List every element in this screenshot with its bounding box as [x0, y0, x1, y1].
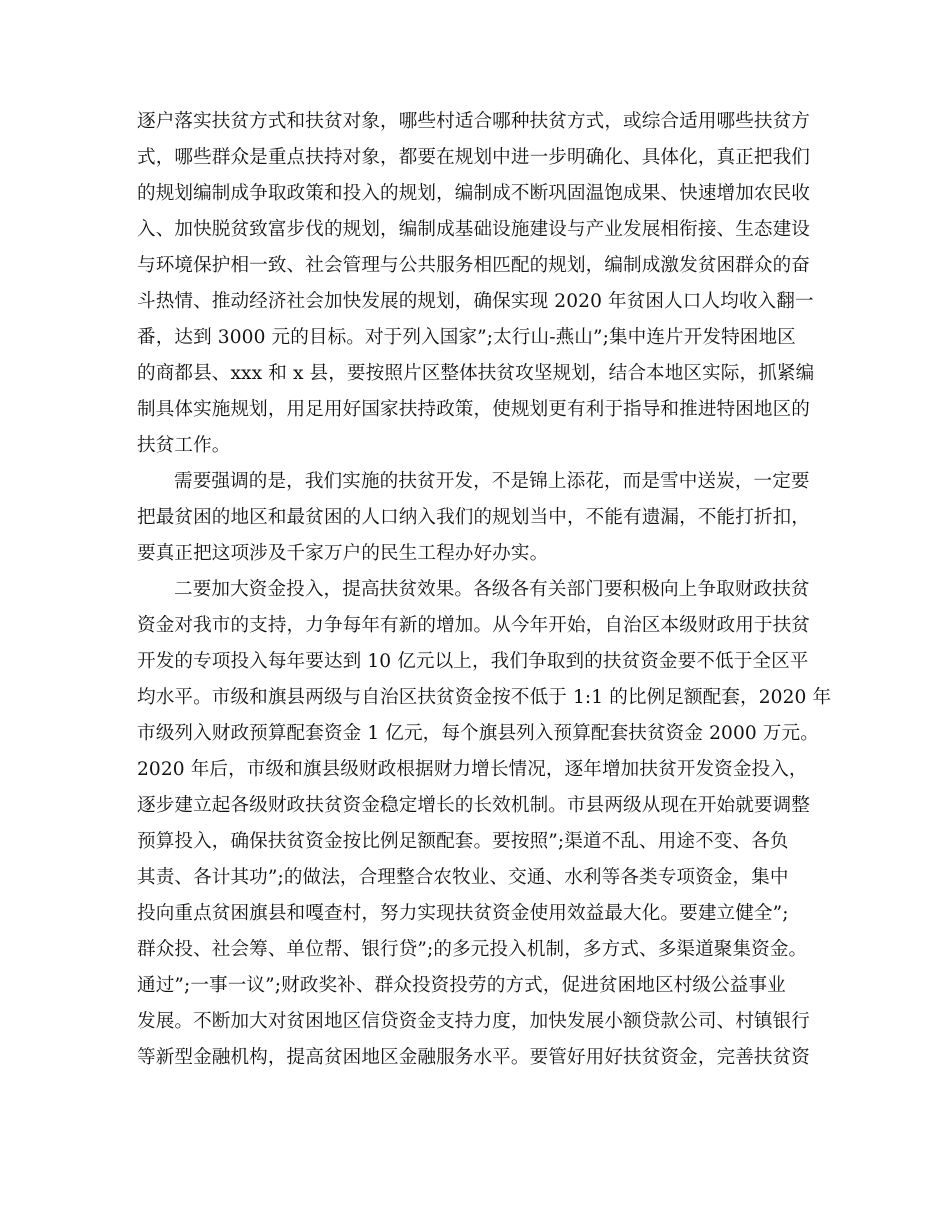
- text-line: 把最贫困的地区和最贫困的人口纳入我们的规划当中，不能有遗漏，不能打折扣，: [137, 507, 810, 528]
- text-line: 斗热情、推动经济社会加快发展的规划，确保实现 2020 年贫困人口人均收入翻一: [137, 291, 814, 312]
- text-line: 资金对我市的支持，力争每年有新的增加。从今年开始，自治区本级财政用于扶贫: [137, 615, 810, 636]
- paragraph-emphasis: [137, 464, 813, 572]
- text-line: 发展。不断加大对贫困地区信贷资金支持力度，加快发展小额贷款公司、村镇银行: [137, 1011, 810, 1032]
- text-line: 等新型金融机构，提高贫困地区金融服务水平。要管好用好扶贫资金，完善扶贫资: [137, 1047, 810, 1068]
- text-line: 通过”;一事一议”;财政奖补、群众投资投劳的方式，促进贫困地区村级公益事业: [137, 975, 786, 996]
- paragraph-funding: [137, 572, 832, 1076]
- text-line: 预算投入，确保扶贫资金按比例足额配套。要按照”;渠道不乱、用途不变、各负: [137, 831, 789, 852]
- text-line: 要真正把这项涉及千家万户的民生工程办好办实。: [137, 543, 549, 564]
- text-line: 群众投、社会筹、单位帮、银行贷”;的多元投入机制，多方式、多渠道聚集资金。: [137, 939, 808, 960]
- text-line: 二要加大资金投入，提高扶贫效果。各级各有关部门要积极向上争取财政扶贫: [174, 579, 810, 600]
- text-line: 制具体实施规划，用足用好国家扶持政策，使规划更有利于指导和推进特困地区的: [137, 399, 810, 420]
- document-page: [137, 104, 832, 1076]
- text-line: 投向重点贫困旗县和嘎查村，努力实现扶贫资金使用效益最大化。要建立健全”;: [137, 903, 789, 924]
- text-line: 开发的专项投入每年要达到 10 亿元以上，我们争取到的扶贫资金要不低于全区平: [137, 651, 809, 672]
- text-line: 扶贫工作。: [137, 435, 231, 456]
- text-line: 式，哪些群众是重点扶持对象，都要在规划中进一步明确化、具体化，真正把我们: [137, 147, 810, 168]
- text-line: 番，达到 3000 元的目标。对于列入国家”;太行山-燕山”;集中连片开发特困地区: [137, 327, 796, 348]
- text-line: 市级列入财政预算配套资金 1 亿元，每个旗县列入预算配套扶贫资金 2000 万元。: [137, 723, 819, 744]
- text-line: 需要强调的是，我们实施的扶贫开发，不是锦上添花，而是雪中送炭，一定要: [174, 471, 810, 492]
- paragraph-planning: [137, 104, 813, 464]
- text-line: 2020 年后，市级和旗县级财政根据财力增长情况，逐年增加扶贫开发资金投入，: [137, 759, 808, 780]
- text-line: 入、加快脱贫致富步伐的规划，编制成基础设施建设与产业发展相衔接、生态建设: [137, 219, 810, 240]
- text-line: 逐户落实扶贫方式和扶贫对象，哪些村适合哪种扶贫方式，或综合适用哪些扶贫方: [137, 111, 810, 132]
- text-line: 均水平。市级和旗县两级与自治区扶贫资金按不低于 1:1 的比例足额配套，2020 年: [137, 687, 832, 708]
- text-line: 的规划编制成争取政策和投入的规划，编制成不断巩固温饱成果、快速增加农民收: [137, 183, 810, 204]
- text-line: 逐步建立起各级财政扶贫资金稳定增长的长效机制。市县两级从现在开始就要调整: [137, 795, 810, 816]
- text-line: 的商都县、xxx 和 x 县，要按照片区整体扶贫攻坚规划，结合本地区实际，抓紧编: [137, 363, 815, 384]
- text-line: 其责、各计其功”;的做法，合理整合农牧业、交通、水利等各类专项资金，集中: [137, 867, 789, 888]
- text-line: 与环境保护相一致、社会管理与公共服务相匹配的规划，编制成激发贫困群众的奋: [137, 255, 810, 276]
